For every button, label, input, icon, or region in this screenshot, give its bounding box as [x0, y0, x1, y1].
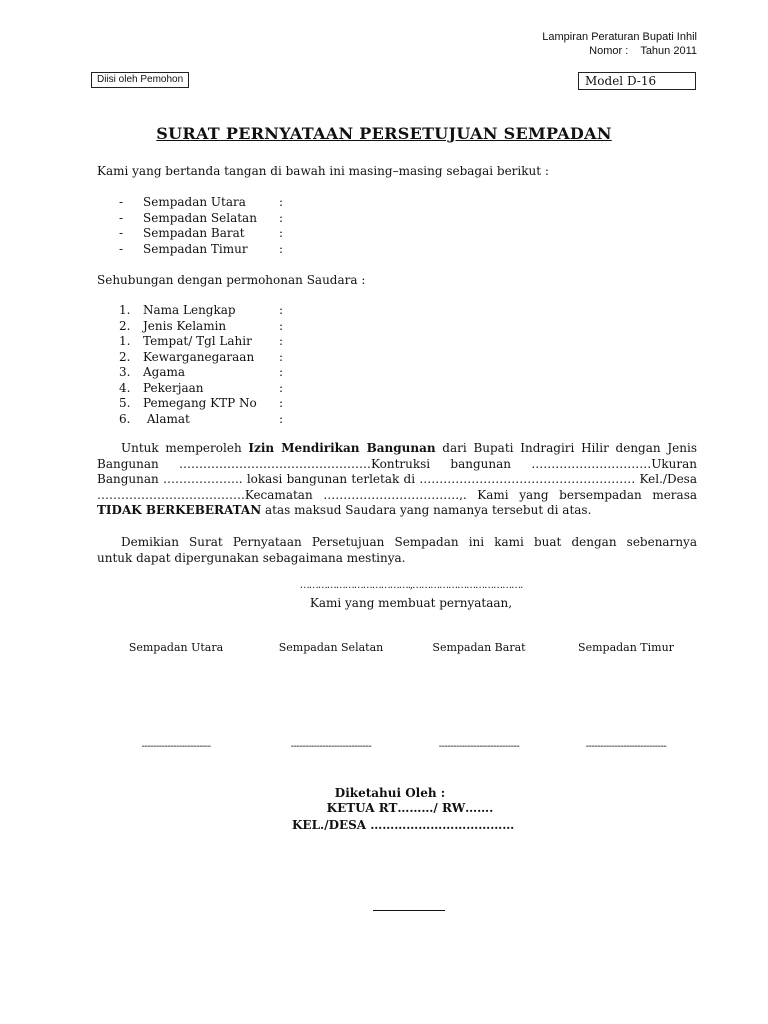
main-paragraph-line1	[97, 441, 697, 457]
sig-line-barat: ----------------------------	[438, 741, 520, 752]
applicant-item-marker: 4.	[119, 380, 131, 395]
sempadan-item-row	[119, 242, 319, 258]
sempadan-item-label: Sempadan Timur	[143, 241, 248, 256]
applicant-item-label: Pekerjaan	[143, 380, 204, 395]
applicant-item-colon: :	[279, 396, 284, 410]
sempadan-item-colon: :	[279, 210, 284, 225]
applicant-item-label: Alamat	[143, 411, 190, 426]
sig-label-barat: Sempadan Barat	[432, 641, 526, 654]
applicant-item-colon: :	[279, 334, 284, 348]
applicant-item-marker: 2.	[119, 318, 131, 333]
p1-tidak-berkeberatan: TIDAK BERKEBERATAN	[97, 503, 262, 518]
applicant-item-colon: :	[279, 380, 284, 395]
closing-paragraph-line2: untuk dapat dipergunakan sebagaimana mestinya.	[97, 550, 406, 565]
p1-text-c: dari Bupati Indragiri Hilir dengan Jenis	[435, 441, 697, 455]
document-title-text: SURAT PERNYATAAN PERSETUJUAN SEMPADAN	[156, 124, 612, 143]
applicant-item-label: Pemegang KTP No	[143, 396, 257, 410]
kel-desa	[292, 818, 514, 832]
main-paragraph-line3: Bangunan ……………….. lokasi bangunan terletak di ……………………………………………… Kel./Desa	[97, 472, 697, 487]
applicant-item-marker: 1.	[119, 303, 131, 317]
applicant-item-row	[119, 350, 319, 366]
applicant-item-row	[119, 412, 319, 428]
closing-paragraph	[97, 535, 697, 566]
applicant-item-colon: :	[279, 349, 284, 364]
applicant-item-marker: 5.	[119, 396, 131, 410]
main-paragraph	[97, 441, 697, 519]
applicant-item-row	[119, 334, 319, 350]
signature-line	[373, 910, 445, 911]
sempadan-item-marker: -	[119, 241, 124, 256]
header-number-text: Nomor : Tahun 2011	[589, 45, 697, 57]
sempadan-item-label: Sempadan Selatan	[143, 210, 257, 225]
closing-paragraph-line1: Demikian Surat Pernyataan Persetujuan Sempadan ini kami buat dengan sebenarnya	[121, 535, 697, 549]
sempadan-item-row	[119, 211, 319, 227]
sempadan-item-colon: :	[279, 241, 284, 256]
intro-text: Kami yang bertanda tangan di bawah ini masing–masing sebagai berikut :	[97, 164, 549, 178]
applicant-item-colon: :	[279, 411, 284, 426]
sempadan-item-colon: :	[279, 226, 284, 240]
sig-label-utara: Sempadan Utara	[128, 641, 224, 654]
sempadan-item-label: Sempadan Barat	[143, 226, 245, 240]
document-title	[0, 124, 768, 143]
applicant-item-marker: 1.	[119, 334, 131, 348]
p1-izin-bold: Izin Mendirikan Bangunan	[248, 441, 436, 455]
kami-membuat-text: Kami yang membuat pernyataan,	[309, 596, 513, 610]
sempadan-item-marker: -	[119, 226, 124, 240]
place-date-line: ……………………………….,……………………………….	[299, 580, 523, 591]
diketahui-text: Diketahui Oleh :	[334, 786, 446, 800]
sig-line-timur: ----------------------------	[585, 741, 667, 752]
sig-line-utara: ------------------------	[141, 741, 211, 752]
applicant-item-colon: :	[279, 303, 284, 317]
applicant-item-row	[119, 319, 319, 335]
p1-text-e: atas maksud Saudara yang namanya tersebut di atas.	[261, 503, 592, 518]
applicant-item-label: Tempat/ Tgl Lahir	[143, 334, 252, 348]
model-box: Model D-16	[578, 72, 696, 90]
p1-text-a: Untuk memperoleh	[121, 441, 249, 455]
applicant-item-row	[119, 303, 319, 319]
sempadan-item-row	[119, 195, 319, 211]
applicant-item-colon: :	[279, 318, 284, 333]
header-regulation: Lampiran Peraturan Bupati Inhil	[542, 31, 697, 43]
sempadan-item-marker: -	[119, 195, 124, 209]
ketua-rt-rw: KETUA RT………/ RW…….	[326, 801, 494, 815]
sempadan-item-label: Sempadan Utara	[143, 195, 246, 209]
header-number	[589, 44, 697, 58]
applicant-item-label: Agama	[143, 365, 186, 379]
applicant-item-label: Kewarganegaraan	[143, 349, 255, 364]
applicant-item-marker: 2.	[119, 349, 131, 364]
kel-desa-text: KEL./DESA ………………………………	[292, 818, 515, 832]
sig-label-timur: Sempadan Timur	[578, 641, 674, 654]
applicant-item-row	[119, 381, 319, 397]
sempadan-item-colon: :	[279, 195, 284, 209]
main-paragraph-line2: Bangunan …………………………………………Kontruksi bangunan …………………………Ukuran	[97, 456, 697, 471]
applicant-item-label: Nama Lengkap	[143, 303, 236, 317]
applicant-item-row	[119, 365, 319, 381]
applicant-item-label: Jenis Kelamin	[143, 318, 227, 333]
sehubungan-text: Sehubungan dengan permohonan Saudara :	[97, 273, 366, 287]
sempadan-item-row	[119, 226, 319, 242]
applicant-item-row	[119, 396, 319, 412]
applicant-item-marker: 6.	[119, 411, 131, 426]
main-paragraph-line5	[97, 503, 697, 519]
sig-line-selatan: ----------------------------	[290, 741, 372, 752]
filled-by-applicant-box: Diisi oleh Pemohon	[91, 72, 189, 88]
main-paragraph-line4: ……………………………….Kecamatan …………………………….,. Kami yang bersempadan merasa	[97, 487, 697, 502]
applicant-item-colon: :	[279, 365, 284, 379]
sig-label-selatan: Sempadan Selatan	[278, 641, 384, 654]
sempadan-item-marker: -	[119, 210, 124, 225]
applicant-item-marker: 3.	[119, 365, 131, 379]
